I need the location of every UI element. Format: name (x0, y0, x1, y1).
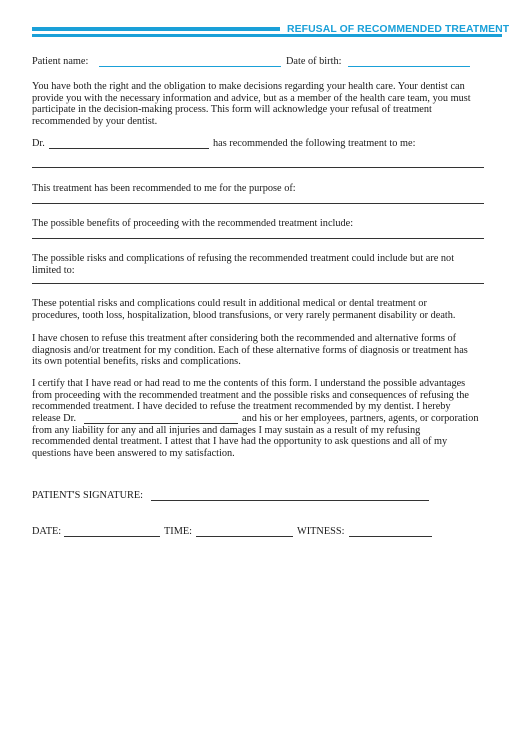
witness-label: WITNESS: (297, 526, 345, 537)
patient-name-field[interactable] (99, 66, 281, 67)
dr-suffix: has recommended the following treatment to me: (213, 138, 416, 149)
date-label: DATE: (32, 526, 62, 537)
form-title: REFUSAL OF RECOMMENDED TREATMENT (287, 24, 510, 35)
time-field[interactable] (196, 536, 293, 537)
benefits-label: The possible benefits of proceeding with the recommended treatment include: (32, 218, 354, 229)
intro-line: participate in the decision-making process. This form will acknowledge your refusal of treatment (32, 104, 432, 116)
alternatives-line: I have chosen to refuse this treatment after considering both the recommended and alternative forms of (32, 333, 457, 344)
certify-line: recommended treatment. I have decided to refuse the treatment recommended by my dentist. I hereby (32, 401, 451, 413)
dr-label: Dr. (32, 138, 45, 149)
consequences-line: These potential risks and complications could result in additional medical or dental treatment or (32, 298, 427, 309)
time-label: TIME: (164, 526, 193, 537)
risks-label (32, 253, 502, 276)
certify-paragraph-top (32, 378, 502, 413)
intro-line: provide you with the necessary information and advice, but as a member of the health care team, you must (32, 92, 471, 104)
alternatives-line: its own potential benefits, risks and complications. (32, 356, 241, 368)
release-suffix: and his or her employees, partners, agents, or corporation (242, 413, 479, 424)
release-prefix: release Dr. (32, 413, 77, 424)
purpose-field[interactable] (32, 203, 484, 204)
treatment-field[interactable] (32, 167, 484, 168)
intro-paragraph (32, 81, 502, 127)
alternatives-line: diagnosis and/or treatment for my condition. Each of these alternative forms of diagnosis or treatment has (32, 344, 468, 356)
purpose-label: This treatment has been recommended to me for the purpose of: (32, 183, 296, 194)
consequences-line: procedures, tooth loss, hospitalization, blood transfusions, or very rarely permanent disability or death. (32, 309, 456, 321)
date-of-birth-label: Date of birth: (286, 56, 342, 67)
consequences-paragraph (32, 298, 502, 321)
intro-line: You have both the right and the obligation to make decisions regarding your health care. Your dentist can (32, 81, 465, 92)
certify-line: from proceeding with the recommended treatment and the possible risks and consequences of refusing the (32, 389, 469, 401)
patient-signature-field[interactable] (151, 500, 429, 501)
benefits-field[interactable] (32, 238, 484, 239)
certify-line: I certify that I have read or had read to me the contents of this form. I understand the possible advantages (32, 378, 466, 389)
certify-paragraph-bottom (32, 425, 502, 460)
alternatives-paragraph (32, 333, 502, 368)
certify-line: from any liability for any and all injuries and damages I may sustain as a result of my refusing (32, 424, 421, 436)
date-field[interactable] (64, 536, 160, 537)
risks-label-line: The possible risks and complications of refusing the recommended treatment could include but are not (32, 253, 455, 264)
header-bar-top (32, 27, 280, 31)
patient-name-label: Patient name: (32, 56, 89, 67)
witness-field[interactable] (349, 536, 432, 537)
date-of-birth-field[interactable] (348, 66, 470, 67)
dentist-name-field[interactable] (49, 148, 209, 149)
patient-signature-label: PATIENT'S SIGNATURE: (32, 490, 144, 501)
certify-line: questions have been answered to my satisfaction. (32, 447, 235, 459)
certify-line: recommended dental treatment. I attest that I have had the opportunity to ask questions and all of my (32, 436, 448, 448)
risks-label-line: limited to: (32, 264, 75, 276)
risks-field[interactable] (32, 283, 484, 284)
intro-line: recommended by your dentist. (32, 115, 158, 127)
